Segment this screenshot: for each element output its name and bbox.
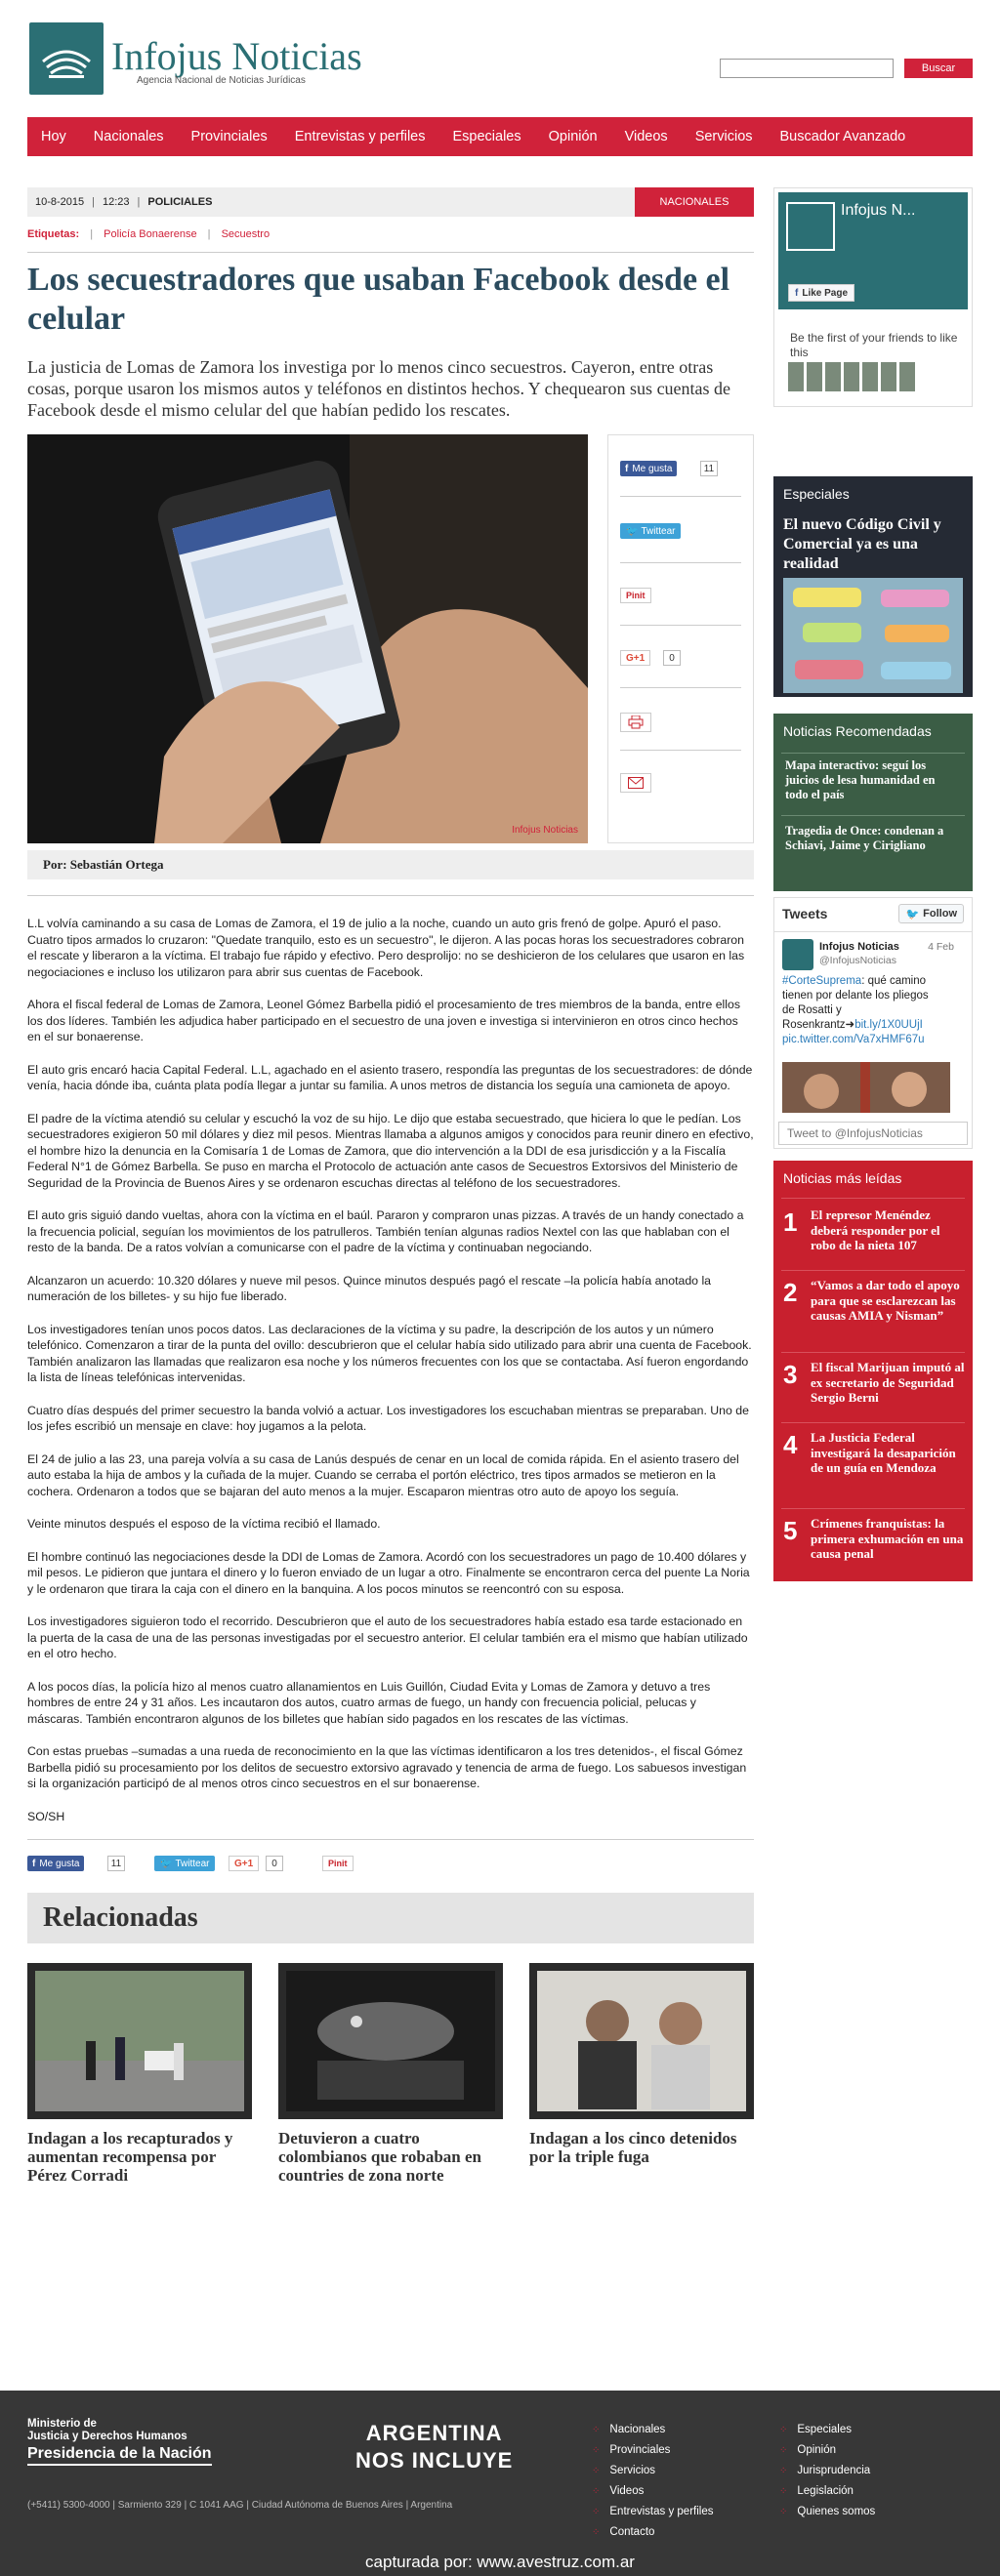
bullet-icon: ⁘ (779, 2425, 788, 2435)
meta-separator: | (137, 196, 141, 208)
article-paragraph: El auto gris siguió dando vueltas, ahora con la víctima en el baúl. Pararon y compraron unas pizzas. A través de un handy conectado a la frecuencia policial, seguían los movimientos de los patrulleros. También tenían algunas radios Nextel con las que hablaban con el resto de la banda. De a ratos volvían a comunicarse con el padre de la víctima y continuaban negociando. (27, 1208, 744, 1254)
tweet-date[interactable]: 4 Feb (928, 941, 954, 953)
logo-wordmark[interactable] (111, 33, 362, 79)
photo-credit: Infojus Noticias (512, 825, 578, 836)
mail-icon (628, 777, 644, 789)
tweet-body: : qué camino tienen por delante los pliegos de Rosatti y Rosenkrantz➜ (782, 975, 929, 1031)
article-lead: La justicia de Lomas de Zamora los investiga por lo menos cinco secuestros. Cayeron, entre otras cosas, porque usaron los mismos autos y teléfonos en distintos hechos. Y chequearon sus cuentas de Facebook desde el mismo celular del que habían pedido los rescates. (27, 357, 731, 420)
tweet-button[interactable] (154, 1856, 215, 1871)
search-button[interactable]: Buscar (904, 59, 973, 78)
related-thumbnail[interactable] (27, 1963, 252, 2119)
divider (620, 562, 741, 563)
nav-item-hoy[interactable]: Hoy (41, 129, 66, 144)
recomendadas-heading: Noticias Recomendadas (783, 723, 932, 739)
related-item[interactable] (529, 1963, 754, 2185)
footer-link-label: Especiales (797, 2424, 853, 2435)
share-column (607, 434, 754, 843)
site-header (27, 0, 973, 109)
mas-leidas-heading: Noticias más leídas (783, 1170, 902, 1186)
logo-word-noticias: Noticias (231, 34, 362, 78)
facebook-like-count: 11 (107, 1856, 125, 1871)
article-paragraph: Veinte minutos después el esposo de la víctima recibió el llamado. (27, 1517, 381, 1531)
twitter-follow-button[interactable] (898, 904, 964, 923)
related-thumbnail[interactable] (278, 1963, 503, 2119)
twitter-timeline-widget (773, 897, 973, 1149)
facebook-icon: f (32, 1858, 36, 1869)
especiales-box (773, 476, 973, 697)
divider (781, 1270, 965, 1271)
nav-item-entrevistas[interactable]: Entrevistas y perfiles (294, 129, 426, 144)
mas-leida-item[interactable] (783, 1360, 965, 1406)
article-photo (27, 434, 588, 843)
article-paragraph: Con estas pruebas –sumadas a una rueda de reconocimiento en la que las víctimas identificaron a los tres detenidos-, el fiscal Gómez Barbella pidió su procesamiento por los delitos de secuestro extorsivo agravado y tenencia de arma de fuego. Los sabuesos investigan si la organización participó de al menos otros cinco secuestros en el sur bonaerense. (27, 1744, 747, 1790)
print-button[interactable] (620, 713, 651, 732)
email-button[interactable] (620, 773, 651, 793)
facebook-like-page-label: Like Page (802, 287, 849, 299)
logo-word-infojus: Infojus (111, 34, 223, 78)
print-icon (628, 716, 644, 729)
footer-address: (+5411) 5300-4000 | Sarmiento 329 | C 1041 AAG | Ciudad Autónoma de Buenos Aires | Argentina (27, 2500, 453, 2511)
avatar[interactable] (844, 362, 859, 391)
twitter-follow-label: Follow (923, 908, 957, 920)
facebook-friends-text: Be the first of your friends to like this (790, 331, 958, 359)
related-title[interactable]: Indagan a los recapturados y aumentan recompensa por Pérez Corradi (27, 2129, 233, 2185)
mas-leida-item[interactable] (783, 1278, 965, 1324)
twitter-icon: 🐦 (160, 1858, 173, 1869)
mas-leida-title[interactable]: “Vamos a dar todo el apoyo para que se esclarezcan las causas AMIA y Nisman” (811, 1278, 960, 1323)
related-title[interactable]: Detuvieron a cuatro colombianos que robaban en countries de zona norte (278, 2129, 481, 2185)
facebook-icon: f (625, 463, 629, 474)
footer-link-label: Provinciales (609, 2444, 671, 2456)
article-author: Por: Sebastián Ortega (27, 850, 754, 879)
mas-leida-title[interactable]: El fiscal Marijuan imputó al ex secretario de Seguridad Sergio Berni (811, 1360, 965, 1405)
bullet-icon: ⁘ (592, 2425, 601, 2435)
article-title: Los secuestradores que usaban Facebook desde el celular (27, 262, 730, 337)
mas-leida-title[interactable]: El represor Menéndez deberá responder por el robo de la nieta 107 (811, 1207, 940, 1252)
mas-leida-item[interactable] (783, 1430, 965, 1476)
argentina-nos-incluye-logo[interactable]: ARGENTINA NOS INCLUYE (355, 2421, 514, 2473)
google-plus-count: 0 (266, 1856, 283, 1871)
footer-link-label: Contacto (609, 2526, 655, 2538)
capture-credit: capturada por: www.avestruz.com.ar (365, 2553, 635, 2571)
tweet-button[interactable] (620, 523, 681, 539)
footer-link-label: Opinión (797, 2444, 837, 2456)
divider (781, 815, 965, 816)
mas-leida-item[interactable] (783, 1516, 965, 1562)
main-nav (27, 117, 973, 156)
article-column (27, 187, 754, 2185)
related-item[interactable] (278, 1963, 503, 2185)
footer-link-label: Quienes somos (797, 2506, 876, 2517)
search-input[interactable] (720, 59, 894, 78)
section-badge[interactable]: NACIONALES (635, 187, 754, 217)
bullet-icon: ⁘ (592, 2486, 601, 2497)
facebook-friend-faces (788, 362, 915, 391)
tweet-author-name[interactable]: Infojus Noticias (819, 941, 899, 953)
footer-link-label: Nacionales (609, 2424, 666, 2435)
google-plus-count: 0 (663, 650, 681, 666)
facebook-icon: f (795, 287, 799, 299)
facebook-like-label: Me gusta (632, 463, 673, 474)
tweet-label: Twittear (641, 525, 676, 537)
logo-icon[interactable] (29, 22, 104, 95)
footer-link-label: Legislación (797, 2485, 854, 2497)
tweet-text (782, 974, 938, 1047)
divider (781, 1422, 965, 1423)
rank-number: 3 (783, 1360, 798, 1389)
facebook-like-page-button[interactable] (788, 284, 854, 302)
divider (781, 1198, 965, 1199)
footer-link[interactable] (592, 2481, 714, 2502)
mas-leida-title[interactable]: Crímenes franquistas: la primera exhumación en una causa penal (811, 1516, 964, 1561)
article-paragraph: El 24 de julio a las 23, una pareja volvía a su casa de Lanús después de cenar en un local de comida rápida. En el asiento trasero del auto estaba la hija de ambos y la cuñada de la mujer. Cuando se cerraba el portón eléctrico, tres tipos armados se metieron en la cochera. Ordenaron a todos que se bajaran del auto menos a la mujer. Escaparon mientras otro auto de apoyo los seguía. (27, 1452, 739, 1498)
divider (27, 1839, 754, 1840)
article-media (27, 434, 754, 850)
related-heading: Relacionadas (27, 1893, 754, 1943)
avatar[interactable] (862, 362, 878, 391)
article-paragraph: Cuatro días después del primer secuestro la banda volvió a actuar. Los investigadores los escuchaban mientras se preparaban. Uno de los jefes escribió un mensaje en clave: hoy jugamos a la pelota. (27, 1403, 749, 1433)
tags-label: Etiquetas: (27, 228, 80, 240)
article-paragraph: L.L volvía caminando a su casa de Lomas de Zamora, el 19 de julio a la noche, cuando un auto gris frenó de golpe. Apuró el paso. Cuatro tipos armados lo cruzaron: "Quedate tranquilo, esto es un secuestro", le dijeron. A las pocas horas los secuestradores cobraron el rescate y liberaron a la víctima. El trabajo fue rápido y efectivo. Pero desprolijo: no se deshicieron de los celulares que usaron en las negociaciones e incluso los utilizaron para abrir sus cuentas de Facebook. (27, 917, 745, 979)
footer-link-label: Videos (609, 2485, 645, 2497)
bullet-icon: ⁘ (592, 2527, 601, 2538)
nav-item-servicios[interactable]: Servicios (694, 129, 753, 144)
article-paragraph: El hombre continuó las negociaciones desde la DDI de Lomas de Zamora. Acordó con los secuestradores un pago de 10.400 dólares y mil pesos. Le pidieron que juntara el dinero y lo fueron enviado de un lugar a otro. Finalmente se encontraron cerca del puente La Noria y le ordenaron que tirara la caja con el dinero en la banquina. A los pocos minutos se reencontró con su esposa. (27, 1549, 750, 1596)
footer-link[interactable] (592, 2440, 714, 2461)
divider (781, 753, 965, 754)
bullet-icon: ⁘ (592, 2445, 601, 2456)
bullet-icon: ⁘ (779, 2486, 788, 2497)
related-title[interactable]: Indagan a los cinco detenidos por la triple fuga (529, 2129, 737, 2166)
especiales-title[interactable]: El nuevo Código Civil y Comercial ya es una realidad (783, 516, 941, 572)
facebook-like-button[interactable] (620, 461, 677, 476)
nav-item-provinciales[interactable]: Provinciales (190, 129, 268, 144)
share-bar-bottom (27, 1854, 754, 1877)
tweet-hashtag[interactable]: #CorteSuprema (782, 975, 862, 987)
article-body (27, 916, 754, 1824)
tags-separator: | (90, 228, 94, 240)
footer-link[interactable] (592, 2502, 714, 2522)
footer-links-col2 (779, 2420, 875, 2522)
divider (620, 625, 741, 626)
divider (620, 750, 741, 751)
article-paragraph: A los pocos días, la policía hizo al menos cuatro allanamientos en Luis Guillón, Ciudad Evita y Lomas de Zamora y detuvo a tres hombres de entre 24 y 31 años. Les incautaron dos autos, cuatro armas de fuego, un handy con frecuencia policial, pelucas y máscaras. También encontraron algunos de los billetes que habían sido pagados en los rescates de las víctimas. (27, 1679, 711, 1726)
footer-link[interactable] (779, 2461, 875, 2481)
divider (781, 1508, 965, 1509)
avatar[interactable] (782, 939, 813, 970)
meta-separator: | (92, 196, 96, 208)
divider (620, 496, 741, 497)
article-paragraph: El padre de la víctima atendió su celular y escuchó la voz de su hijo. Le dijo que estaba secuestrado, que hiciera lo que le pedían. Los secuestradores exigieron 50 mil dólares y diez mil pesos. Mientras llamaba a algunos amigos y conocidos para reunir dinero en efectivo, el hombre hizo la denuncia en la Comisaría 1 de Lomas de Zamora, que dio intervención a la DDI de esa jurisdicción y a la Fiscalía Federal N°1 de Gómez Barbella. Se puso en marcha el Protocolo de actuación ante casos de Secuestros Extorsivos del Ministerio de Seguridad de la Provincia de Buenos Aires y se ordenaron escuchas directas al teléfono de los secuestradores. (27, 1111, 754, 1190)
divider (27, 895, 754, 896)
tags-separator: | (207, 228, 211, 240)
divider (27, 252, 754, 253)
bullet-icon: ⁘ (779, 2466, 788, 2476)
facebook-page-name[interactable]: Infojus N... (841, 202, 916, 219)
facebook-like-count: 11 (700, 461, 718, 476)
tweet-author-handle[interactable]: @InfojusNoticias (819, 955, 896, 966)
footer-link[interactable] (779, 2440, 875, 2461)
footer-ministerio[interactable]: Ministerio de Justicia y Derechos Humanos (27, 2418, 188, 2442)
article-date: 10-8-2015 (35, 196, 85, 208)
nav-item-videos[interactable]: Videos (624, 129, 668, 144)
recomendada-link[interactable]: Mapa interactivo: seguí los juicios de lesa humanidad en todo el país (785, 758, 936, 801)
nav-item-especiales[interactable]: Especiales (452, 129, 521, 144)
footer-link-label: Entrevistas y perfiles (609, 2506, 714, 2517)
bullet-icon: ⁘ (779, 2507, 788, 2517)
tweet-image[interactable] (782, 1062, 950, 1113)
footer-links-col1 (592, 2420, 714, 2543)
article-paragraph: Los investigadores siguieron todo el recorrido. Descubrieron que el auto de los secuestradores había estado esa tarde estacionado en la puerta de la casa de una de las personas investigadas por el secuestro anterior. El celular también era el mismo que habían utilizado en el otro hecho. (27, 1615, 748, 1660)
article-meta (27, 187, 754, 217)
footer-link[interactable] (779, 2502, 875, 2522)
recomendada-link[interactable]: Tragedia de Once: condenan a Schiavi, Jaime y Cirigliano (785, 824, 944, 852)
footer-link[interactable] (592, 2522, 714, 2543)
nav-item-nacionales[interactable]: Nacionales (93, 129, 164, 144)
footer-link-label: Jurisprudencia (797, 2465, 871, 2476)
footer-link[interactable] (592, 2420, 714, 2440)
avatar[interactable] (807, 362, 822, 391)
divider (620, 687, 741, 688)
related-list (27, 1963, 754, 2185)
mas-leida-title[interactable]: La Justicia Federal investigará la desaparición de un guía en Mendoza (811, 1430, 956, 1475)
related-thumbnail[interactable] (529, 1963, 754, 2119)
rank-number: 5 (783, 1516, 798, 1545)
footer-presidencia[interactable]: Presidencia de la Nación (27, 2445, 212, 2466)
article-paragraph: El auto gris encaró hacia Capital Federal. L.L, agachado en el asiento trasero, respondía las preguntas de los secuestradores: de dónde venía, hacia dónde iba, cuánta plata podía llegar a juntar su familia. A unos metros de distancia los seguía una camioneta de apoyo. (27, 1062, 753, 1092)
bullet-icon: ⁘ (592, 2466, 601, 2476)
especiales-heading[interactable]: Especiales (783, 486, 850, 502)
rank-number: 1 (783, 1207, 798, 1237)
tag-link[interactable]: Secuestro (221, 228, 271, 240)
avatar[interactable] (825, 362, 841, 391)
tweet-link[interactable]: bit.ly/1X0UUjI (854, 1019, 923, 1031)
article-paragraph: Los investigadores tenían unos pocos datos. Las declaraciones de la víctima y su padre, la descripción de los autos y un número telefónico. Comenzaron a tirar de la punta del ovillo: descubrieron que el celular había sido utilizado para abrir una cuenta de Facebook. También analizaron las llamadas que realizaron esa noche y los números frecuentes con los que se contactaba. Así fueron engordando la lista de líneas telefónicas intervenidas. (27, 1322, 752, 1384)
footer-link-label: Servicios (609, 2465, 656, 2476)
article-paragraph: Ahora el fiscal federal de Lomas de Zamora, Leonel Gómez Barbella pidió el procesamiento de tres miembros de la banda, entre ellos los dos líderes. También les adjudica haber participado en el secuestro de una joven e investiga si intervinieron en otros cinco hechos en el sur bonaerense. (27, 998, 741, 1043)
footer-link[interactable] (779, 2481, 875, 2502)
twitter-icon: 🐦 (905, 908, 920, 920)
article-signature: SO/SH (27, 1809, 65, 1823)
footer-link[interactable] (779, 2420, 875, 2440)
article-category[interactable]: POLICIALES (147, 196, 213, 208)
rank-number: 2 (783, 1278, 798, 1307)
footer-link[interactable] (592, 2461, 714, 2481)
recomendadas-box (773, 714, 973, 891)
divider (781, 1352, 965, 1353)
tag-link[interactable]: Policía Bonaerense (104, 228, 197, 240)
avatar[interactable] (899, 362, 915, 391)
pinit-button[interactable]: Pinit (620, 588, 651, 603)
nav-item-opinion[interactable]: Opinión (548, 129, 598, 144)
bullet-icon: ⁘ (779, 2445, 788, 2456)
related-item[interactable] (27, 1963, 252, 2185)
twitter-icon: 🐦 (626, 525, 639, 537)
nav-item-buscador[interactable]: Buscador Avanzado (779, 129, 906, 144)
rank-number: 4 (783, 1430, 798, 1459)
tweet-label: Twittear (175, 1858, 210, 1869)
facebook-page-widget (773, 187, 973, 407)
divider (774, 931, 972, 932)
logo-subtitle: Agencia Nacional de Noticias Jurídicas (137, 75, 306, 86)
tweet-reply-input[interactable]: Tweet to @InfojusNoticias (778, 1122, 968, 1145)
facebook-like-button[interactable] (27, 1856, 84, 1871)
mas-leidas-box (773, 1161, 973, 1581)
google-plus-button[interactable]: G+1 (620, 650, 650, 666)
bullet-icon: ⁘ (592, 2507, 601, 2517)
tags-row (27, 228, 754, 240)
article-time: 12:23 (103, 196, 130, 208)
avatar[interactable] (788, 362, 804, 391)
facebook-like-label: Me gusta (39, 1858, 80, 1869)
tweet-link[interactable]: pic.twitter.com/Va7xHMF67u (782, 1034, 925, 1045)
article-paragraph: Alcanzaron un acuerdo: 10.320 dólares y nueve mil pesos. Quince minutos después pagó el rescate –la policía había anotado la numeración de los billetes- y su hijo fue liberado. (27, 1273, 712, 1303)
mas-leida-item[interactable] (783, 1207, 965, 1253)
google-plus-button[interactable]: G+1 (229, 1856, 259, 1871)
tweets-heading[interactable]: Tweets (782, 906, 828, 921)
site-footer (0, 2391, 1000, 2576)
pinit-button[interactable]: Pinit (322, 1856, 354, 1871)
facebook-page-logo-icon (786, 202, 835, 251)
avatar[interactable] (881, 362, 896, 391)
especiales-image[interactable] (783, 578, 963, 693)
